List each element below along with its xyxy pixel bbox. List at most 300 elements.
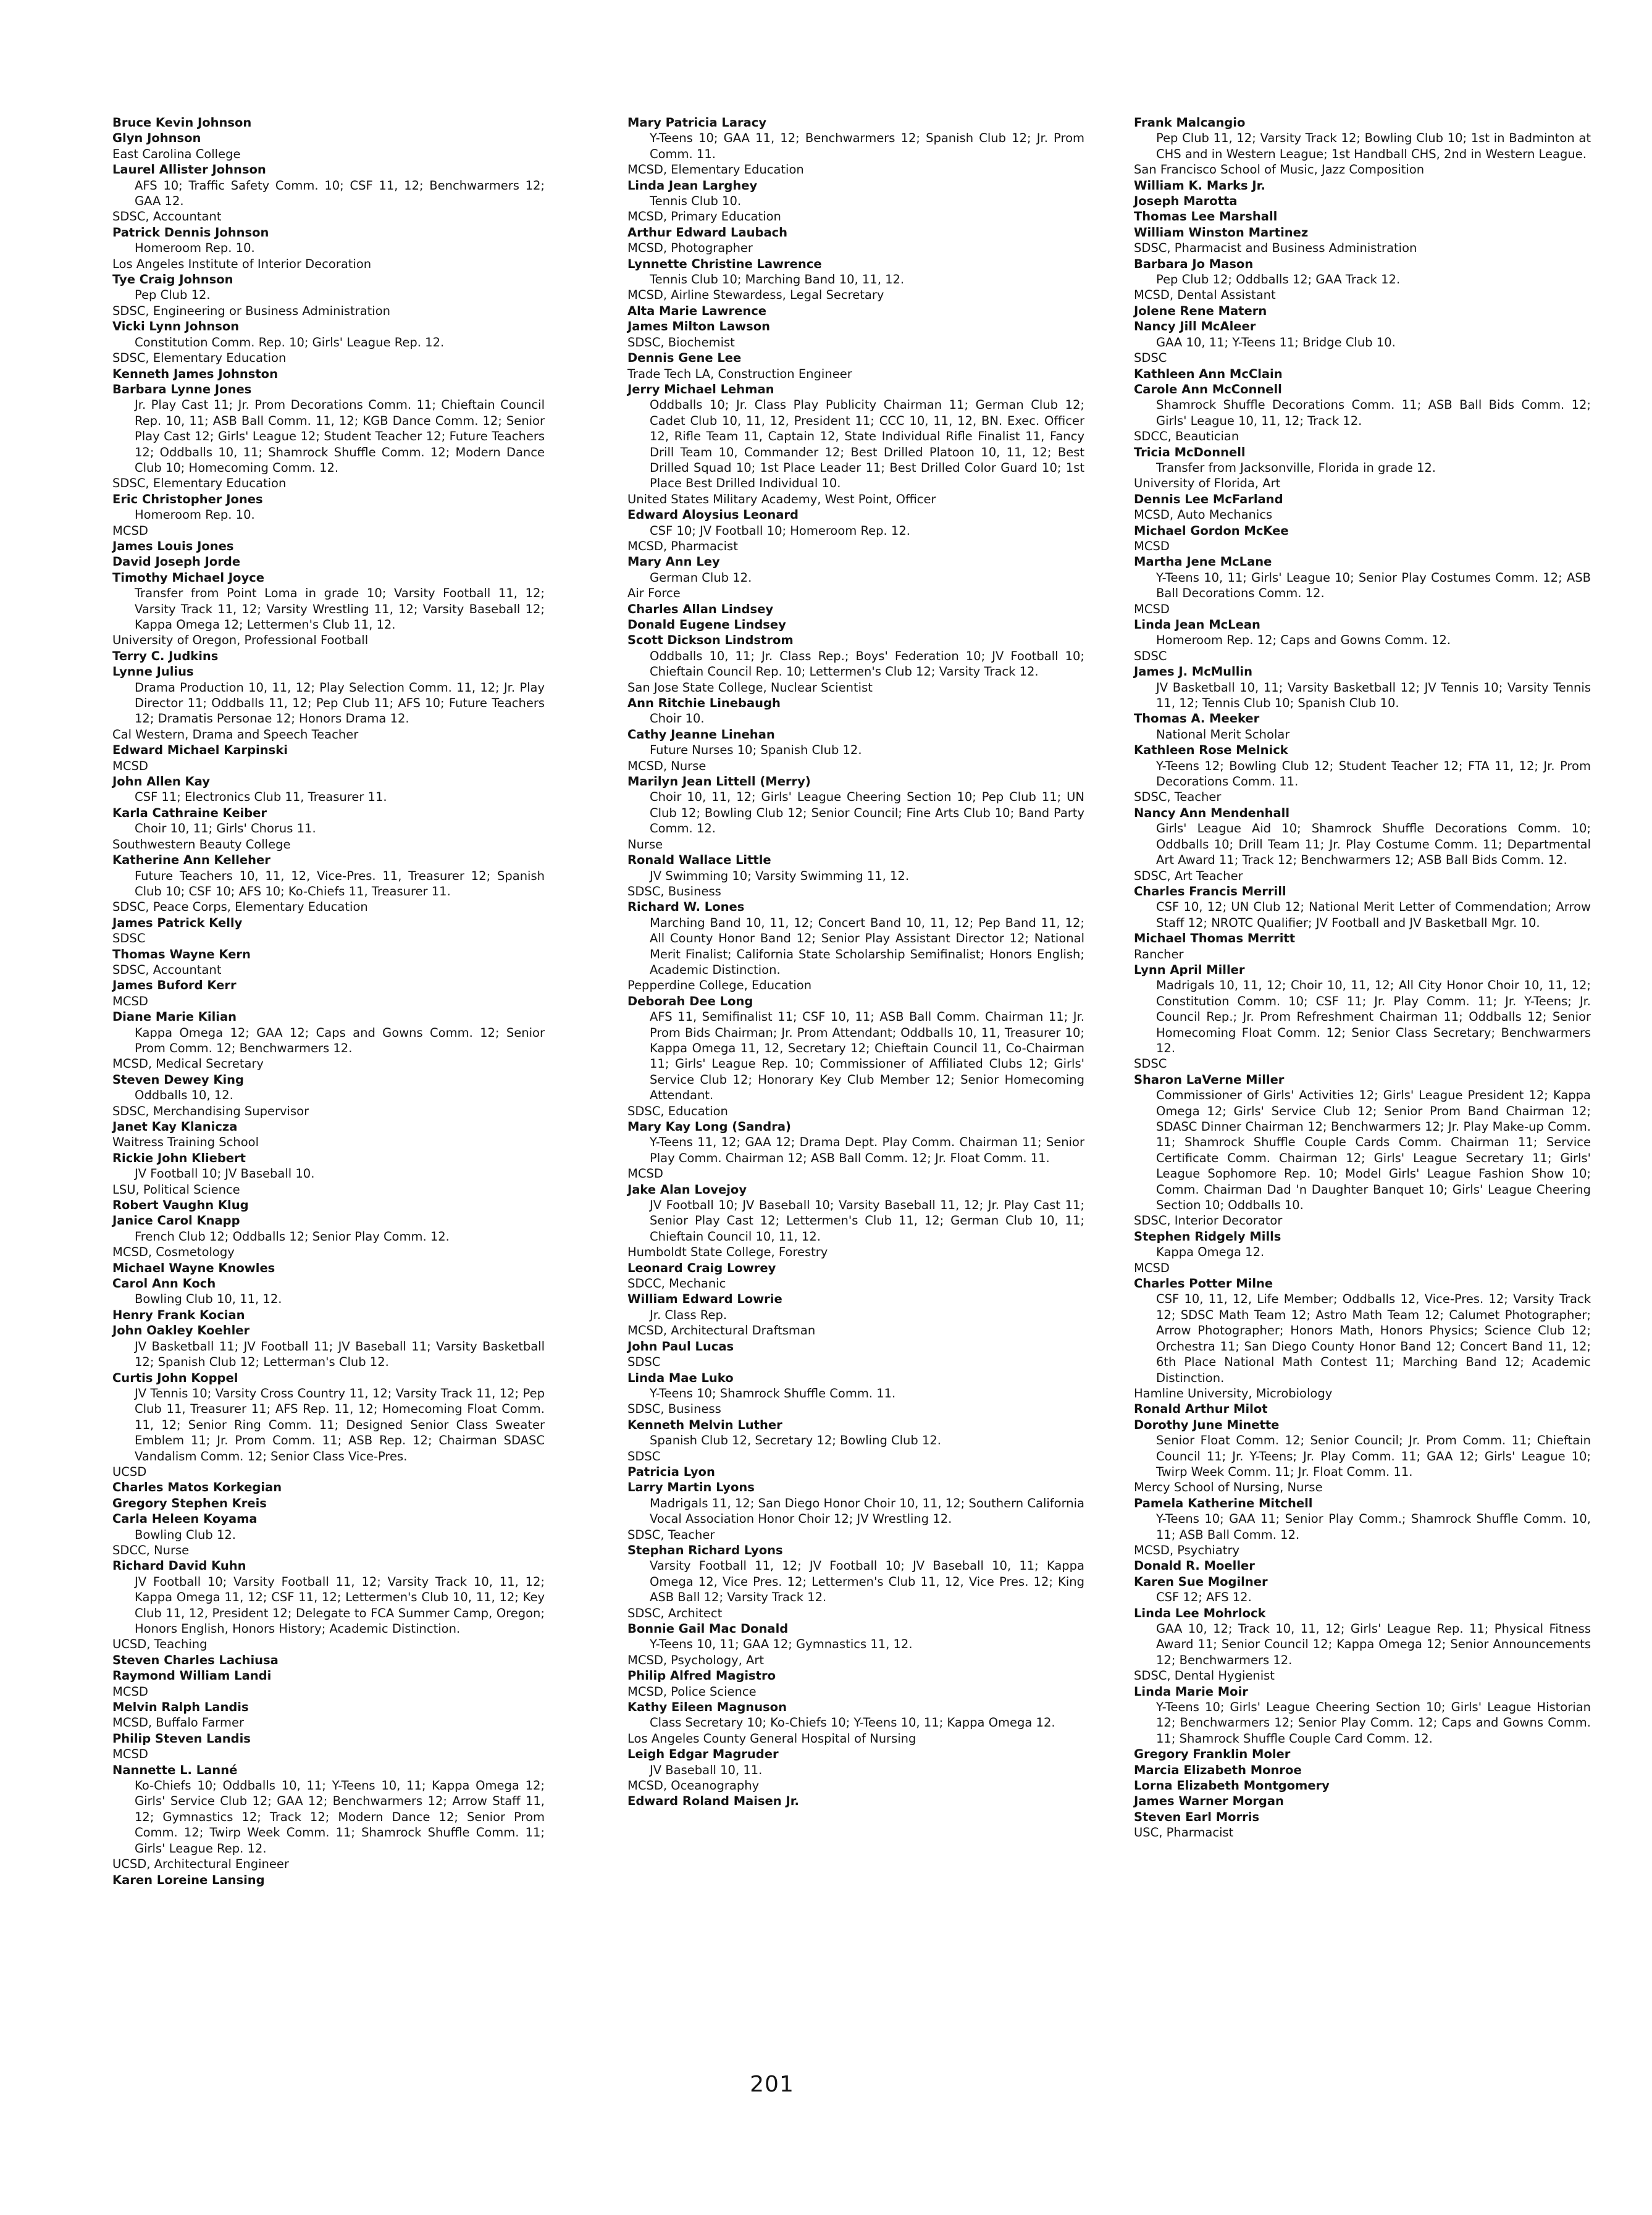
student-name: Barbara Jo Mason [1134, 256, 1254, 271]
future-plans: Mercy School of Nursing, Nurse [1134, 1480, 1323, 1495]
senior-entry [627, 774, 1084, 852]
student-name: Deborah Dee Long [627, 994, 753, 1008]
student-name: Joseph Marotta [1134, 194, 1238, 209]
senior-entry [112, 742, 545, 774]
senior-entry [112, 978, 545, 1009]
future-plans: Humboldt State College, Forestry [627, 1245, 828, 1260]
student-activities: Y-Teens 11, 12; GAA 12; Drama Dept. Play Comm. Chairman 11; Senior Play Comm. Chairman 12; ASB Ball Comm. 12; Jr. Float Comm. 11. [650, 1135, 1084, 1165]
student-name: Thomas Wayne Kern [112, 947, 251, 961]
senior-entry [112, 1699, 545, 1731]
senior-entry [112, 1150, 545, 1197]
senior-entry [112, 805, 545, 852]
student-activities: Pep Club 12. [135, 288, 211, 303]
future-plans: MCSD, Medical Secretary [112, 1057, 264, 1071]
student-activities: Choir 10. [650, 711, 705, 726]
student-name: Henry Frank Kocian [112, 1307, 245, 1322]
senior-entry [112, 852, 545, 915]
senior-entry [112, 1072, 545, 1119]
student-name: Arthur Edward Laubach [627, 225, 788, 240]
future-plans: University of Oregon, Professional Football [112, 633, 369, 648]
student-activities: Constitution Comm. Rep. 10; Girls' League Rep. 12. [135, 335, 445, 350]
student-name: William K. Marks Jr. [1134, 178, 1265, 193]
future-plans: SDSC [1134, 1057, 1167, 1071]
student-name: Charles Francis Merrill [1134, 884, 1286, 898]
future-plans: Waitress Training School [112, 1135, 259, 1150]
student-name: Carole Ann McConnell [1134, 382, 1282, 396]
student-name: Thomas A. Meeker [1134, 711, 1260, 726]
student-activities: Y-Teens 10; GAA 11; Senior Play Comm.; Shamrock Shuffle Comm. 10, 11; ASB Ball Comm. 12. [1156, 1512, 1591, 1542]
student-name: Raymond William Landi [112, 1669, 272, 1683]
student-activities: National Merit Scholar [1156, 727, 1290, 742]
senior-entry [1134, 319, 1591, 366]
student-name: William Winston Martinez [1134, 225, 1309, 240]
student-name: Marcia Elizabeth Monroe [1134, 1762, 1302, 1777]
senior-entry [1134, 1229, 1591, 1276]
senior-entry [627, 1370, 1084, 1417]
future-plans: MCSD, Architectural Draftsman [627, 1323, 816, 1338]
student-name: James Milton Lawson [627, 319, 771, 334]
future-plans: MCSD, Cosmetology [112, 1245, 235, 1260]
student-name: Kenneth James Johnston [112, 366, 278, 381]
student-activities: Spanish Club 12, Secretary 12; Bowling Club 12. [650, 1433, 941, 1448]
future-plans: MCSD [1134, 1260, 1170, 1275]
future-plans: SDSC, Architect [627, 1606, 723, 1620]
future-plans: Rancher [1134, 947, 1184, 961]
student-name: James Louis Jones [112, 538, 234, 553]
student-activities: CSF 10, 12; UN Club 12; National Merit Letter of Commendation; Arrow Staff 12; NROTC Qualifier; JV Football and JV Basketball Mgr. 10. [1156, 900, 1591, 930]
senior-entry [112, 1872, 545, 1888]
future-plans: SDSC, Merchandising Supervisor [112, 1103, 309, 1118]
future-plans: MCSD, Elementary Education [627, 162, 804, 177]
future-plans: SDSC, Business [627, 884, 721, 898]
future-plans: Trade Tech LA, Construction Engineer [627, 366, 852, 381]
future-plans: MCSD, Psychology, Art [627, 1652, 765, 1667]
senior-entry [627, 1746, 1084, 1793]
student-name: Linda Marie Moir [1134, 1684, 1248, 1699]
student-name: Bonnie Gail Mac Donald [627, 1622, 789, 1636]
student-name: Donald R. Moeller [1134, 1559, 1255, 1573]
student-activities: Tennis Club 10; Marching Band 10, 11, 12. [650, 272, 905, 287]
future-plans: SDSC [627, 1449, 661, 1463]
student-name: Dennis Gene Lee [627, 351, 742, 366]
student-name: Gregory Stephen Kreis [112, 1496, 267, 1510]
student-name: Jake Alan Lovejoy [627, 1182, 747, 1197]
senior-entry [1134, 225, 1591, 256]
senior-entry [627, 1699, 1084, 1746]
student-name: Carol Ann Koch [112, 1276, 216, 1291]
student-name: Charles Allan Lindsey [627, 601, 774, 616]
student-activities: JV Baseball 10, 11. [650, 1762, 763, 1777]
senior-entry [1134, 931, 1591, 962]
student-activities: CSF 10, 11, 12, Life Member; Oddballs 12, Vice-Pres. 12; Varsity Track 12; SDSC Math Team 12; Astro Math Team 12; Calumet Photographer; Arrow Photographer; Honors Math, Honors Physics; Science Club 12; Orchestra 11; San Diego County Honor Band 12; Concert Band 11, 12; 6th Place National Math Contest 11; Marching Band 12; Academic Distinction. [1156, 1292, 1591, 1385]
senior-entry [112, 1370, 545, 1480]
future-plans: SDSC, Dental Hygienist [1134, 1669, 1275, 1683]
senior-entry [1134, 1684, 1591, 1747]
senior-entry [112, 1496, 545, 1511]
senior-entry [1134, 554, 1591, 617]
senior-entry [627, 1793, 1084, 1809]
student-activities: Transfer from Jacksonville, Florida in grade 12. [1156, 460, 1436, 475]
senior-entry [112, 1213, 545, 1260]
student-name: Edward Roland Maisen Jr. [627, 1794, 799, 1809]
senior-entry [1134, 115, 1591, 178]
student-name: Karen Sue Mogilner [1134, 1574, 1268, 1589]
future-plans: Cal Western, Drama and Speech Teacher [112, 727, 359, 742]
student-name: Patrick Dennis Johnson [112, 225, 269, 240]
student-name: Nancy Ann Mendenhall [1134, 805, 1290, 820]
senior-entry [112, 319, 545, 366]
student-name: Scott Dickson Lindstrom [627, 633, 794, 648]
senior-entry [627, 1543, 1084, 1621]
student-name: Ronald Arthur Milot [1134, 1402, 1268, 1417]
future-plans: SDSC, Pharmacist and Business Administration [1134, 241, 1417, 256]
senior-entry [627, 256, 1084, 303]
student-name: Leonard Craig Lowrey [627, 1260, 776, 1275]
senior-entry [627, 1417, 1084, 1464]
directory-column-left [112, 115, 545, 1888]
student-name: Steven Charles Lachiusa [112, 1652, 279, 1667]
student-activities: Shamrock Shuffle Decorations Comm. 11; ASB Ball Bids Comm. 12; Girls' League 10, 11, 12; Track 12. [1156, 398, 1591, 428]
student-name: Janet Kay Klanicza [112, 1120, 238, 1134]
student-name: Richard David Kuhn [112, 1559, 246, 1573]
student-name: Stephan Richard Lyons [627, 1543, 783, 1557]
senior-entry [112, 1480, 545, 1495]
student-name: Tricia McDonnell [1134, 445, 1246, 459]
directory-column-right [1134, 115, 1591, 1841]
student-activities: GAA 10, 12; Track 10, 11, 12; Girls' League Rep. 11; Physical Fitness Award 11; Senior Council 12; Kappa Omega 12; Senior Announcements 12; Benchwarmers 12. [1156, 1622, 1591, 1667]
senior-entry [627, 1339, 1084, 1370]
future-plans: East Carolina College [112, 146, 241, 161]
student-name: James Warner Morgan [1134, 1794, 1284, 1809]
senior-entry [627, 994, 1084, 1119]
future-plans: SDSC, Interior Decorator [1134, 1213, 1283, 1228]
future-plans: USC, Pharmacist [1134, 1825, 1234, 1840]
future-plans: SDCC, Nurse [112, 1543, 190, 1557]
student-name: Curtis John Koppel [112, 1370, 238, 1385]
student-activities: Y-Teens 10, 11; GAA 12; Gymnastics 11, 12. [650, 1637, 913, 1652]
student-name: Linda Jean McLean [1134, 618, 1260, 632]
page-number: 201 [750, 2072, 794, 2097]
senior-entry [112, 115, 545, 130]
student-activities: Girls' League Aid 10; Shamrock Shuffle Decorations Comm. 10; Oddballs 10; Drill Team 11; Jr. Play Costume Comm. 11; Departmental Art Award 11; Track 12; Benchwarmers 12; ASB Ball Bids Comm. 12. [1156, 821, 1591, 868]
student-name: Thomas Lee Marshall [1134, 209, 1278, 224]
future-plans: MCSD [112, 994, 148, 1008]
student-activities: Senior Float Comm. 12; Senior Council; Jr. Prom Comm. 11; Chieftain Council 11; Jr. Y-Teens; Jr. Play Comm. 11; GAA 12; Girls' League 10; Twirp Week Comm. 11; Jr. Float Comm. 11. [1156, 1433, 1591, 1479]
student-activities: CSF 10; JV Football 10; Homeroom Rep. 12. [650, 523, 910, 538]
senior-entry [1134, 492, 1591, 523]
student-name: Martha Jene McLane [1134, 555, 1272, 569]
student-name: John Paul Lucas [627, 1339, 734, 1354]
future-plans: MCSD, Oceanography [627, 1778, 760, 1793]
student-name: Bruce Kevin Johnson [112, 115, 252, 130]
student-name: Mary Kay Long (Sandra) [627, 1120, 791, 1134]
future-plans: MCSD, Photographer [627, 241, 753, 256]
student-name: Timothy Michael Joyce [112, 570, 264, 585]
future-plans: MCSD, Police Science [627, 1684, 757, 1699]
future-plans: Los Angeles Institute of Interior Decoration [112, 256, 372, 271]
future-plans: United States Military Academy, West Point, Officer [627, 492, 936, 506]
senior-entry [1134, 1072, 1591, 1229]
student-activities: GAA 10, 11; Y-Teens 11; Bridge Club 10. [1156, 335, 1396, 350]
senior-entry [112, 1276, 545, 1307]
student-name: Kenneth Melvin Luther [627, 1417, 782, 1432]
future-plans: Pepperdine College, Education [627, 978, 812, 993]
senior-entry [1134, 193, 1591, 209]
senior-entry [1134, 366, 1591, 382]
future-plans: MCSD, Nurse [627, 758, 707, 773]
senior-entry [112, 272, 545, 319]
student-activities: Kappa Omega 12; GAA 12; Caps and Gowns Comm. 12; Senior Prom Comm. 12; Benchwarmers 12. [135, 1025, 545, 1055]
future-plans: SDSC, Teacher [627, 1527, 715, 1542]
future-plans: MCSD, Pharmacist [627, 538, 738, 553]
student-name: James Buford Kerr [112, 978, 237, 993]
student-name: Linda Jean Larghey [627, 178, 758, 193]
student-activities: Tennis Club 10. [650, 194, 742, 209]
student-activities: Y-Teens 10; Shamrock Shuffle Comm. 11. [650, 1386, 896, 1401]
senior-entry [112, 1197, 545, 1213]
future-plans: UCSD, Architectural Engineer [112, 1857, 289, 1872]
senior-entry [627, 695, 1084, 727]
student-activities: Bowling Club 12. [135, 1527, 237, 1542]
senior-entry [112, 664, 545, 742]
student-name: William Edward Lowrie [627, 1292, 782, 1307]
future-plans: MCSD [1134, 601, 1170, 616]
senior-entry [627, 1291, 1084, 1338]
student-name: Ann Ritchie Linebaugh [627, 696, 781, 711]
senior-entry [1134, 1417, 1591, 1496]
student-name: Nannette L. Lanné [112, 1762, 238, 1777]
student-name: Sharon LaVerne Miller [1134, 1072, 1285, 1087]
student-name: David Joseph Jorde [112, 555, 241, 569]
senior-entry [1134, 1574, 1591, 1606]
student-name: Janice Carol Knapp [112, 1213, 240, 1228]
student-name: Robert Vaughn Klug [112, 1198, 249, 1213]
senior-entry [1134, 1762, 1591, 1778]
future-plans: SDSC, Accountant [112, 209, 222, 224]
student-activities: Varsity Football 11, 12; JV Football 10; JV Baseball 10, 11; Kappa Omega 12, Vice Pres. 12; Lettermen's Club 11, 12, Vice Pres. 12; King ASB Ball 12; Varsity Track 12. [650, 1559, 1084, 1605]
future-plans: SDCC, Mechanic [627, 1276, 726, 1291]
senior-entry [627, 382, 1084, 507]
student-activities: French Club 12; Oddballs 12; Senior Play Comm. 12. [135, 1229, 450, 1244]
student-name: Dorothy June Minette [1134, 1417, 1280, 1432]
student-name: Stephen Ridgely Mills [1134, 1229, 1281, 1244]
future-plans: SDSC, Art Teacher [1134, 868, 1243, 883]
senior-entry [112, 1119, 545, 1150]
student-name: Marilyn Jean Littell (Merry) [627, 774, 811, 789]
student-name: Glyn Johnson [112, 131, 201, 146]
student-name: Katherine Ann Kelleher [112, 853, 270, 868]
student-activities: JV Basketball 11; JV Football 11; JV Baseball 11; Varsity Basketball 12; Spanish Club 12; Letterman's Club 12. [135, 1339, 545, 1370]
student-name: Linda Mae Luko [627, 1370, 734, 1385]
student-name: Edward Michael Karpinski [112, 743, 288, 758]
directory-column-middle [627, 115, 1084, 1809]
student-activities: Y-Teens 10; Girls' League Cheering Section 10; Girls' League Historian 12; Benchwarmers 12; Senior Play Comm. 12; Caps and Gowns Comm. 11; Shamrock Shuffle Couple Card Comm. 12. [1156, 1700, 1591, 1746]
senior-entry [1134, 178, 1591, 193]
senior-entry [1134, 664, 1591, 711]
senior-entry [112, 1260, 545, 1276]
student-name: Pamela Katherine Mitchell [1134, 1496, 1313, 1510]
student-name: Donald Eugene Lindsey [627, 618, 786, 632]
senior-entry [627, 1260, 1084, 1292]
senior-entry [627, 178, 1084, 225]
student-name: Richard W. Lones [627, 900, 745, 915]
student-name: Gregory Franklin Moler [1134, 1747, 1291, 1762]
senior-entry [1134, 1606, 1591, 1684]
student-activities: German Club 12. [650, 570, 752, 585]
senior-entry [1134, 256, 1591, 303]
student-name: Michael Wayne Knowles [112, 1260, 275, 1275]
senior-entry [112, 538, 545, 554]
senior-entry [627, 303, 1084, 319]
student-name: John Allen Kay [112, 774, 210, 789]
student-name: James J. McMullin [1134, 664, 1252, 679]
future-plans: SDSC [627, 1355, 661, 1370]
student-name: Terry C. Judkins [112, 648, 219, 663]
future-plans: SDSC, Biochemist [627, 335, 735, 350]
senior-entry [627, 1480, 1084, 1543]
student-name: Jerry Michael Lehman [627, 382, 774, 396]
future-plans: MCSD [1134, 538, 1170, 553]
senior-entry [1134, 805, 1591, 884]
student-activities: Transfer from Point Loma in grade 10; Varsity Football 11, 12; Varsity Track 11, 12; Varsity Wrestling 11, 12; Varsity Baseball 12; Kappa Omega 12; Lettermen's Club 11, 12. [135, 586, 545, 632]
student-name: Philip Alfred Magistro [627, 1669, 776, 1683]
student-activities: Future Nurses 10; Spanish Club 12. [650, 743, 862, 758]
student-name: Charles Matos Korkegian [112, 1480, 282, 1495]
student-name: Melvin Ralph Landis [112, 1700, 249, 1715]
senior-entry [1134, 711, 1591, 742]
student-name: Ronald Wallace Little [627, 853, 771, 868]
future-plans: LSU, Political Science [112, 1182, 240, 1197]
senior-entry [627, 554, 1084, 601]
senior-entry [112, 1731, 545, 1762]
student-name: Lynn April Miller [1134, 962, 1245, 977]
senior-entry [1134, 303, 1591, 319]
future-plans: SDSC, Teacher [1134, 790, 1222, 805]
senior-entry [112, 570, 545, 648]
student-name: Mary Ann Ley [627, 555, 720, 569]
student-activities: JV Basketball 10, 11; Varsity Basketball 12; JV Tennis 10; Varsity Tennis 11, 12; Tennis Club 10; Spanish Club 10. [1156, 680, 1591, 711]
future-plans: MCSD, Psychiatry [1134, 1543, 1239, 1557]
future-plans: MCSD, Airline Stewardess, Legal Secretary [627, 288, 884, 303]
senior-entry [627, 350, 1084, 382]
student-name: Leigh Edgar Magruder [627, 1747, 779, 1762]
student-activities: Homeroom Rep. 10. [135, 508, 255, 522]
future-plans: MCSD [112, 1747, 148, 1762]
student-activities: Oddballs 10; Jr. Class Play Publicity Chairman 11; German Club 12; Cadet Club 10, 11, 12, President 11; CCC 10, 11, 12, BN. Exec. Officer 12, Rifle Team 11, Captain 12, State Individual Rifle Finalist 11, Fancy Drill Team 10, Commander 12; Best Drilled Platoon 10, 11, 12; Best Drilled Squad 10; 1st Place Leader 11; Best Drilled Color Guard 10; 1st Place Best Drilled Individual 10. [650, 398, 1084, 491]
senior-entry [627, 632, 1084, 695]
student-activities: AFS 10; Traffic Safety Comm. 10; CSF 11, 12; Benchwarmers 12; GAA 12. [135, 178, 545, 209]
senior-entry [112, 1323, 545, 1370]
student-name: Rickie John Kliebert [112, 1150, 246, 1165]
senior-entry [1134, 1793, 1591, 1809]
future-plans: SDSC, Accountant [112, 962, 222, 977]
future-plans: SDSC, Business [627, 1402, 721, 1417]
student-name: Linda Lee Mohrlock [1134, 1606, 1266, 1620]
student-name: Cathy Jeanne Linehan [627, 727, 775, 742]
future-plans: MCSD [112, 758, 148, 773]
senior-entry [112, 1511, 545, 1558]
student-name: Lorna Elizabeth Montgomery [1134, 1778, 1330, 1793]
student-activities: JV Tennis 10; Varsity Cross Country 11, 12; Varsity Track 11, 12; Pep Club 11, Treasurer 11; AFS Rep. 11, 12; Homecoming Float Comm. 11, 12; Senior Ring Comm. 11; Designed Senior Class Sweater Emblem 11; Jr. Prom Comm. 11; ASB Rep. 12; Chairman SDASC Vandalism Comm. 12; Senior Class Vice-Pres. [135, 1386, 545, 1463]
senior-entry [1134, 523, 1591, 555]
student-activities: Homeroom Rep. 10. [135, 241, 255, 256]
student-name: John Oakley Koehler [112, 1323, 250, 1338]
student-name: Diane Marie Kilian [112, 1010, 237, 1024]
senior-entry [1134, 445, 1591, 492]
future-plans: Hamline University, Microbiology [1134, 1386, 1333, 1401]
senior-entry [112, 492, 545, 538]
future-plans: SDSC [112, 931, 146, 946]
student-name: Mary Patricia Laracy [627, 115, 767, 130]
student-activities: Kappa Omega 12. [1156, 1245, 1265, 1260]
future-plans: SDSC, Education [627, 1103, 728, 1118]
future-plans: MCSD, Primary Education [627, 209, 781, 224]
student-name: Dennis Lee McFarland [1134, 492, 1283, 506]
student-activities: CSF 11; Electronics Club 11, Treasurer 11. [135, 790, 387, 805]
senior-entry [627, 852, 1084, 899]
future-plans: Los Angeles County General Hospital of Nursing [627, 1731, 916, 1746]
senior-entry [627, 1119, 1084, 1182]
student-name: Alta Marie Lawrence [627, 303, 767, 318]
student-name: Nancy Jill McAleer [1134, 319, 1256, 334]
student-activities: Jr. Play Cast 11; Jr. Prom Decorations Comm. 11; Chieftain Council Rep. 10, 11; ASB Ball Comm. 11, 12; KGB Dance Comm. 12; Senior Play Cast 12; Girls' League 12; Student Teacher 12; Future Teachers 12; Oddballs 10, 11; Shamrock Shuffle Comm. 12; Modern Dance Club 10; Homecoming Comm. 12. [135, 398, 545, 475]
senior-entry [627, 601, 1084, 617]
future-plans: SDSC [1134, 648, 1167, 663]
future-plans: MCSD, Dental Assistant [1134, 288, 1276, 303]
student-name: Steven Earl Morris [1134, 1809, 1260, 1824]
senior-entry [1134, 1276, 1591, 1401]
student-name: Charles Potter Milne [1134, 1276, 1273, 1291]
future-plans: UCSD, Teaching [112, 1637, 208, 1652]
student-name: Steven Dewey King [112, 1072, 244, 1087]
student-name: Kathleen Rose Melnick [1134, 743, 1288, 758]
student-name: Michael Thomas Merritt [1134, 931, 1296, 946]
student-activities: Future Teachers 10, 11, 12, Vice-Pres. 11, Treasurer 12; Spanish Club 10; CSF 10; AFS 10; Ko-Chiefs 11, Treasurer 11. [135, 868, 545, 898]
student-name: Philip Steven Landis [112, 1731, 251, 1746]
student-activities: Oddballs 10, 12. [135, 1088, 233, 1103]
future-plans: Nurse [627, 837, 663, 852]
senior-entry [1134, 1778, 1591, 1793]
senior-entry [1134, 209, 1591, 224]
senior-entry [112, 1009, 545, 1072]
future-plans: MCSD [112, 1684, 148, 1699]
student-activities: Class Secretary 10; Ko-Chiefs 10; Y-Teens 10, 11; Kappa Omega 12. [650, 1715, 1055, 1730]
student-name: Karla Cathraine Keiber [112, 805, 267, 820]
senior-entry [627, 899, 1084, 993]
senior-entry [1134, 1401, 1591, 1417]
future-plans: University of Florida, Art [1134, 476, 1281, 491]
senior-entry [627, 507, 1084, 554]
future-plans: SDSC, Engineering or Business Administration [112, 303, 391, 318]
student-activities: Homeroom Rep. 12; Caps and Gowns Comm. 12. [1156, 633, 1451, 648]
senior-entry [627, 1464, 1084, 1480]
student-activities: Marching Band 10, 11, 12; Concert Band 10, 11, 12; Pep Band 11, 12; All County Honor Band 12; Senior Play Assistant Director 12; National Merit Finalist; California State Scholarship Semifinalist; Honors English; Academic Distinction. [650, 915, 1084, 977]
future-plans: Southwestern Beauty College [112, 837, 291, 852]
student-name: Patricia Lyon [627, 1464, 715, 1479]
student-name: Edward Aloysius Leonard [627, 508, 799, 522]
senior-entry [1134, 1496, 1591, 1559]
senior-entry [112, 1652, 545, 1668]
senior-entry [1134, 742, 1591, 805]
student-activities: JV Football 10; JV Baseball 10. [135, 1166, 315, 1181]
senior-entry [1134, 1746, 1591, 1762]
future-plans: SDSC [1134, 351, 1167, 366]
senior-entry [112, 1762, 545, 1872]
student-activities: Pep Club 12; Oddballs 12; GAA Track 12. [1156, 272, 1401, 287]
senior-entry [1134, 1558, 1591, 1573]
student-name: Carla Heleen Koyama [112, 1512, 258, 1526]
student-name: Kathleen Ann McClain [1134, 366, 1283, 381]
